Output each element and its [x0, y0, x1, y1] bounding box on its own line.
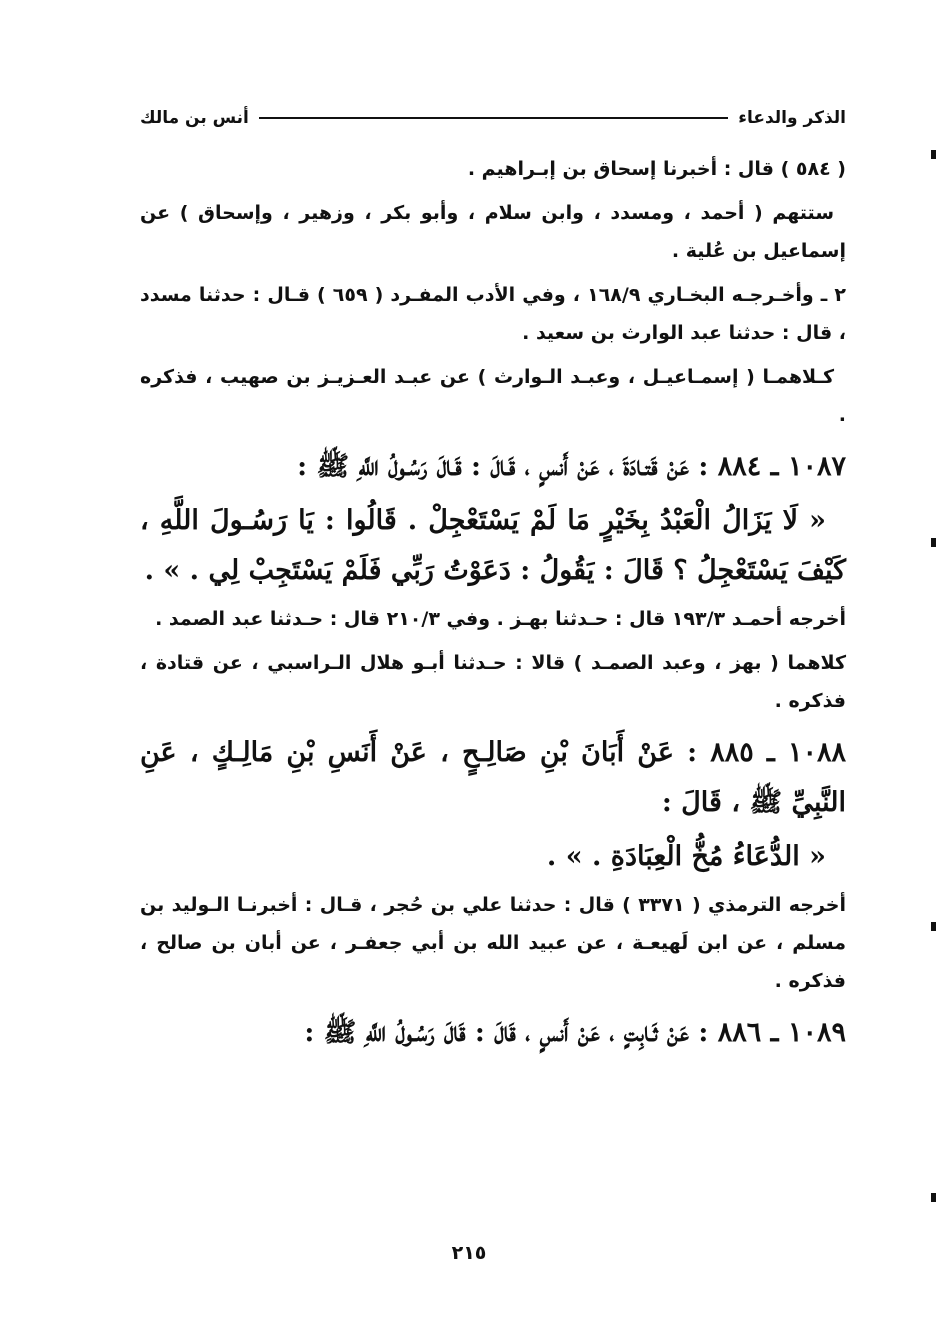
hadith-isnad: ١٠٨٧ ـ ٨٨٤ : عَنْ قَتـادَةَ ، عَنْ أَنسٍ ، قَـالَ : قَـالَ رَسُـولُ اللَّهِ ﷺ :	[297, 451, 846, 482]
scan-margin-mark	[931, 538, 936, 547]
header-rule	[259, 117, 728, 119]
header-section-title: أنس بن مالك	[140, 108, 249, 128]
running-header	[140, 100, 846, 136]
scan-margin-mark	[931, 1193, 936, 1202]
scan-margin-mark	[931, 922, 936, 931]
takhrij-note: ٢ ـ وأخـرجـه البخـاري ١٦٨/٩ ، وفي الأدب المفـرد ( ٦٥٩ ) قـال : حدثنا مسدد ، قال : حدثنا عبد الوارث بن سعيد .	[140, 284, 846, 344]
hadith-isnad: ١٠٨٨ ـ ٨٨٥ : عَنْ أَبَانَ بْنِ صَالِـحٍ ، عَنْ أَنَسِ بْنِ مَالِـكٍ ، عَنِ النَّبِيِّ ﷺ ، قَالَ :	[140, 737, 846, 818]
header-chapter-title: الذكر والدعاء	[738, 108, 846, 128]
page-body	[140, 150, 846, 1062]
takhrij-note: كلاهما ( بهز ، وعبد الصمـد ) قالا : حـدثنا أبـو هلال الـراسبي ، عن قتادة ، فذكره .	[140, 652, 846, 712]
hadith-matn: « لَا يَزَالُ الْعَبْدُ بِخَيْرٍ مَا لَمْ يَسْتَعْجِلْ . قَالُوا : يَا رَسُـولَ اللَّهِ ، كَيْفَ يَسْتَعْجِلُ ؟ قَالَ : يَقُولُ : دَعَوْتُ رَبِّي فَلَمْ يَسْتَجِبْ لِي . » .	[140, 505, 846, 586]
takhrij-note: ستتهم ( أحمد ، ومسدد ، وابن سلام ، وأبو بكر ، وزهير ، وإسحاق ) عن إسماعيل بن عُلية .	[140, 202, 846, 262]
hadith-matn: « الدُّعَاءُ مُخُّ الْعِبَادَةِ . » .	[546, 841, 826, 872]
takhrij-note: ( ٥٨٤ ) قال : أخبرنا إسحاق بن إبـراهيم .	[467, 158, 846, 180]
page-number: ٢١٥	[451, 1242, 487, 1264]
takhrij-note: أخرجه أحمـد ١٩٣/٣ قال : حـدثنا بهـز . وفي ٢١٠/٣ قال : حـدثنا عبد الصمد .	[155, 608, 846, 630]
takhrij-note: كـلاهمـا ( إسمـاعيـل ، وعبـد الـوارث ) عن عبـد العـزيـز بن صهيب ، فذكره .	[140, 366, 846, 426]
takhrij-note: أخرجه الترمذي ( ٣٣٧١ ) قال : حدثنا علي بن حُجر ، قـال : أخبرنـا الـوليد بن مسلم ، عن ابن لَهيعـة ، عن عبيد الله بن أبي جعفـر ، عن أبان بن صالح ، فذكره .	[140, 894, 846, 992]
scan-margin-mark	[931, 150, 936, 159]
hadith-isnad: ١٠٨٩ ـ ٨٨٦ : عَنْ ثَـابِتٍ ، عَنْ أَنسٍ ، قَالَ : قَالَ رَسُـولُ اللَّهِ ﷺ :	[304, 1017, 846, 1048]
